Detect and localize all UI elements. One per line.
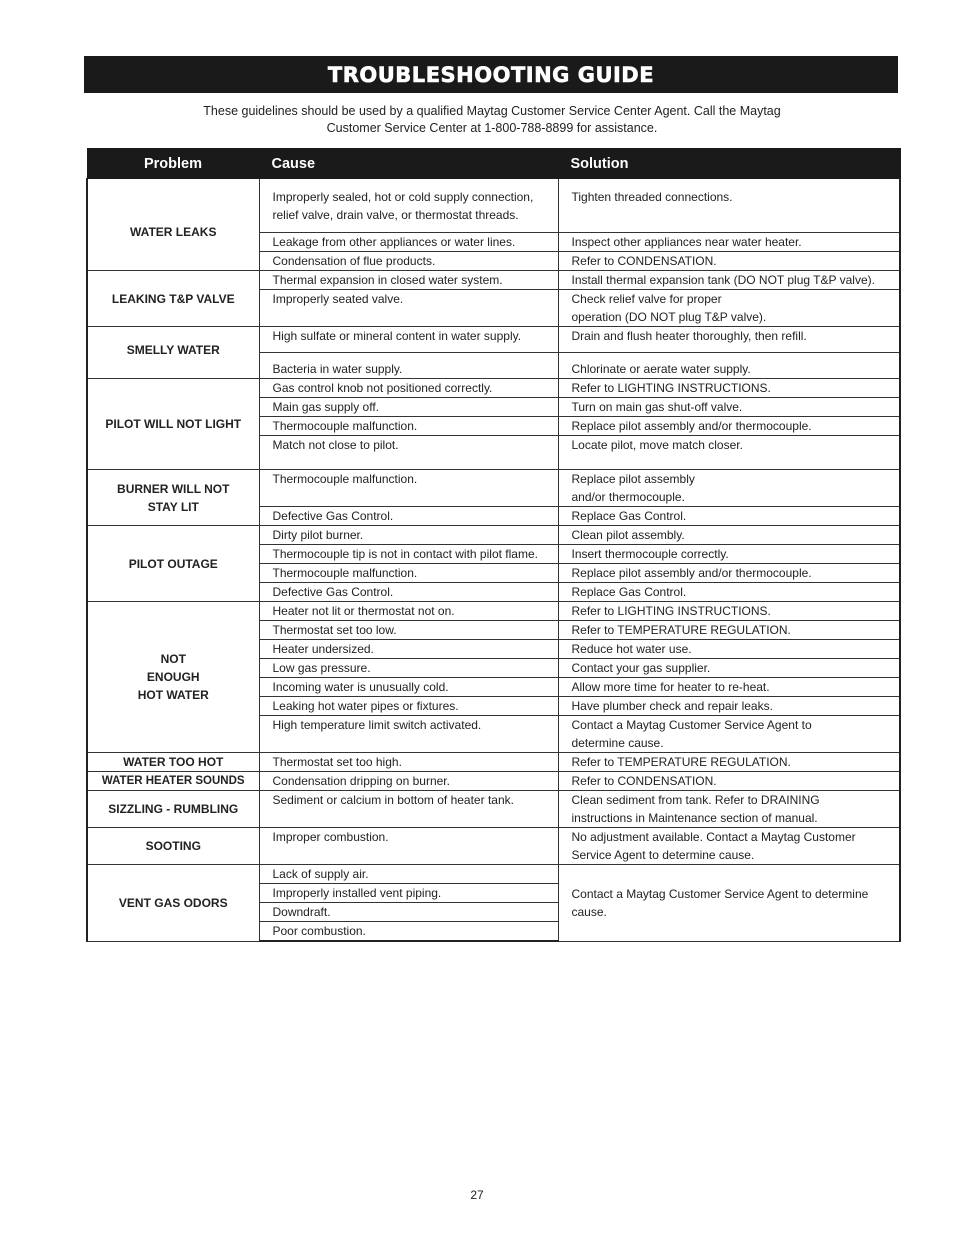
solution-cell: Chlorinate or aerate water supply.: [558, 353, 900, 379]
cause-cell: Sediment or calcium in bottom of heater tank.: [259, 791, 558, 828]
table-row: [87, 791, 900, 828]
troubleshooting-table-container: [86, 148, 899, 942]
problem-cell: VENT GAS ODORS: [87, 865, 259, 942]
problem-cell: PILOT OUTAGE: [87, 526, 259, 602]
problem-cell: NOT ENOUGH HOT WATER: [87, 602, 259, 753]
cause-cell: Match not close to pilot.: [259, 436, 558, 470]
table-row: [87, 470, 900, 507]
cause-cell: Thermostat set too high.: [259, 753, 558, 772]
table-row: [87, 753, 900, 772]
troubleshooting-table: [86, 148, 901, 942]
cause-cell: Heater not lit or thermostat not on.: [259, 602, 558, 621]
cause-cell: Thermocouple tip is not in contact with pilot flame.: [259, 545, 558, 564]
solution-cell: No adjustment available. Contact a Maytag Customer Service Agent to determine cause.: [558, 828, 900, 865]
problem-cell: LEAKING T&P VALVE: [87, 271, 259, 327]
cause-cell: Heater undersized.: [259, 640, 558, 659]
problem-cell: SMELLY WATER: [87, 327, 259, 379]
cause-cell: Condensation of flue products.: [259, 252, 558, 271]
cause-cell: Improperly seated valve.: [259, 290, 558, 327]
solution-cell: Clean sediment from tank. Refer to DRAINING instructions in Maintenance section of manual.: [558, 791, 900, 828]
problem-cell: BURNER WILL NOT STAY LIT: [87, 470, 259, 526]
table-row: [87, 379, 900, 398]
table-row: [87, 327, 900, 353]
intro-text: [150, 103, 834, 137]
intro-line-2: Customer Service Center at 1-800-788-8899 for assistance.: [326, 121, 658, 135]
cause-cell: Lack of supply air.: [259, 865, 558, 884]
cause-cell: Gas control knob not positioned correctly.: [259, 379, 558, 398]
cause-cell: Thermocouple malfunction.: [259, 470, 558, 507]
cause-cell: Poor combustion.: [259, 922, 558, 942]
cause-cell: Bacteria in water supply.: [259, 353, 558, 379]
solution-cell: Install thermal expansion tank (DO NOT plug T&P valve).: [558, 271, 900, 290]
cause-cell: Thermocouple malfunction.: [259, 417, 558, 436]
cause-cell: Dirty pilot burner.: [259, 526, 558, 545]
solution-cell: Replace Gas Control.: [558, 507, 900, 526]
solution-cell: Drain and flush heater thoroughly, then refill.: [558, 327, 900, 353]
solution-cell: Refer to TEMPERATURE REGULATION.: [558, 753, 900, 772]
solution-cell: Replace Gas Control.: [558, 583, 900, 602]
solution-cell: Tighten threaded connections.: [558, 179, 900, 233]
cause-cell: High temperature limit switch activated.: [259, 716, 558, 753]
table-row: [87, 179, 900, 233]
page-title: TROUBLESHOOTING GUIDE: [327, 62, 655, 87]
cause-cell: Low gas pressure.: [259, 659, 558, 678]
table-row: [87, 772, 900, 791]
solution-cell: Refer to TEMPERATURE REGULATION.: [558, 621, 900, 640]
solution-cell: Turn on main gas shut-off valve.: [558, 398, 900, 417]
title-bar: [84, 56, 898, 93]
solution-cell: Locate pilot, move match closer.: [558, 436, 900, 470]
problem-cell: WATER HEATER SOUNDS: [87, 772, 259, 791]
cause-cell: Thermocouple malfunction.: [259, 564, 558, 583]
cause-cell: High sulfate or mineral content in water supply.: [259, 327, 558, 353]
problem-cell: SIZZLING - RUMBLING: [87, 791, 259, 828]
solution-cell: Have plumber check and repair leaks.: [558, 697, 900, 716]
solution-cell: Reduce hot water use.: [558, 640, 900, 659]
cause-cell: Improperly installed vent piping.: [259, 884, 558, 903]
solution-cell: Replace pilot assembly and/or thermocouple.: [558, 470, 900, 507]
cause-cell: Downdraft.: [259, 903, 558, 922]
header-cause: Cause: [259, 149, 558, 179]
table-row: [87, 526, 900, 545]
solution-cell: Check relief valve for proper operation (DO NOT plug T&P valve).: [558, 290, 900, 327]
intro-line-1: These guidelines should be used by a qualified Maytag Customer Service Center Agent. Call the Maytag: [203, 104, 781, 118]
solution-cell: Clean pilot assembly.: [558, 526, 900, 545]
solution-cell: Replace pilot assembly and/or thermocouple.: [558, 564, 900, 583]
problem-cell: WATER TOO HOT: [87, 753, 259, 772]
cause-cell: Thermal expansion in closed water system.: [259, 271, 558, 290]
problem-cell: PILOT WILL NOT LIGHT: [87, 379, 259, 470]
solution-cell: Refer to LIGHTING INSTRUCTIONS.: [558, 379, 900, 398]
table-row: [87, 271, 900, 290]
solution-cell: Contact a Maytag Customer Service Agent to determine cause.: [558, 865, 900, 942]
cause-cell: Incoming water is unusually cold.: [259, 678, 558, 697]
cause-cell: Condensation dripping on burner.: [259, 772, 558, 791]
problem-cell: SOOTING: [87, 828, 259, 865]
cause-cell: Improper combustion.: [259, 828, 558, 865]
cause-cell: Improperly sealed, hot or cold supply connection, relief valve, drain valve, or thermostat threads.: [259, 179, 558, 233]
table-header-row: [87, 149, 900, 179]
cause-cell: Defective Gas Control.: [259, 507, 558, 526]
table-row: [87, 602, 900, 621]
page-number: 27: [470, 1188, 484, 1202]
header-problem: Problem: [87, 149, 259, 179]
cause-cell: Main gas supply off.: [259, 398, 558, 417]
problem-cell: WATER LEAKS: [87, 179, 259, 271]
cause-cell: Thermostat set too low.: [259, 621, 558, 640]
cause-cell: Leaking hot water pipes or fixtures.: [259, 697, 558, 716]
solution-cell: Contact a Maytag Customer Service Agent to determine cause.: [558, 716, 900, 753]
table-row: [87, 865, 900, 884]
solution-cell: Insert thermocouple correctly.: [558, 545, 900, 564]
solution-cell: Allow more time for heater to re-heat.: [558, 678, 900, 697]
solution-cell: Replace pilot assembly and/or thermocouple.: [558, 417, 900, 436]
solution-cell: Refer to LIGHTING INSTRUCTIONS.: [558, 602, 900, 621]
table-row: [87, 828, 900, 865]
header-solution: Solution: [558, 149, 900, 179]
solution-cell: Inspect other appliances near water heater.: [558, 233, 900, 252]
cause-cell: Leakage from other appliances or water lines.: [259, 233, 558, 252]
cause-cell: Defective Gas Control.: [259, 583, 558, 602]
solution-cell: Refer to CONDENSATION.: [558, 772, 900, 791]
solution-cell: Refer to CONDENSATION.: [558, 252, 900, 271]
solution-cell: Contact your gas supplier.: [558, 659, 900, 678]
